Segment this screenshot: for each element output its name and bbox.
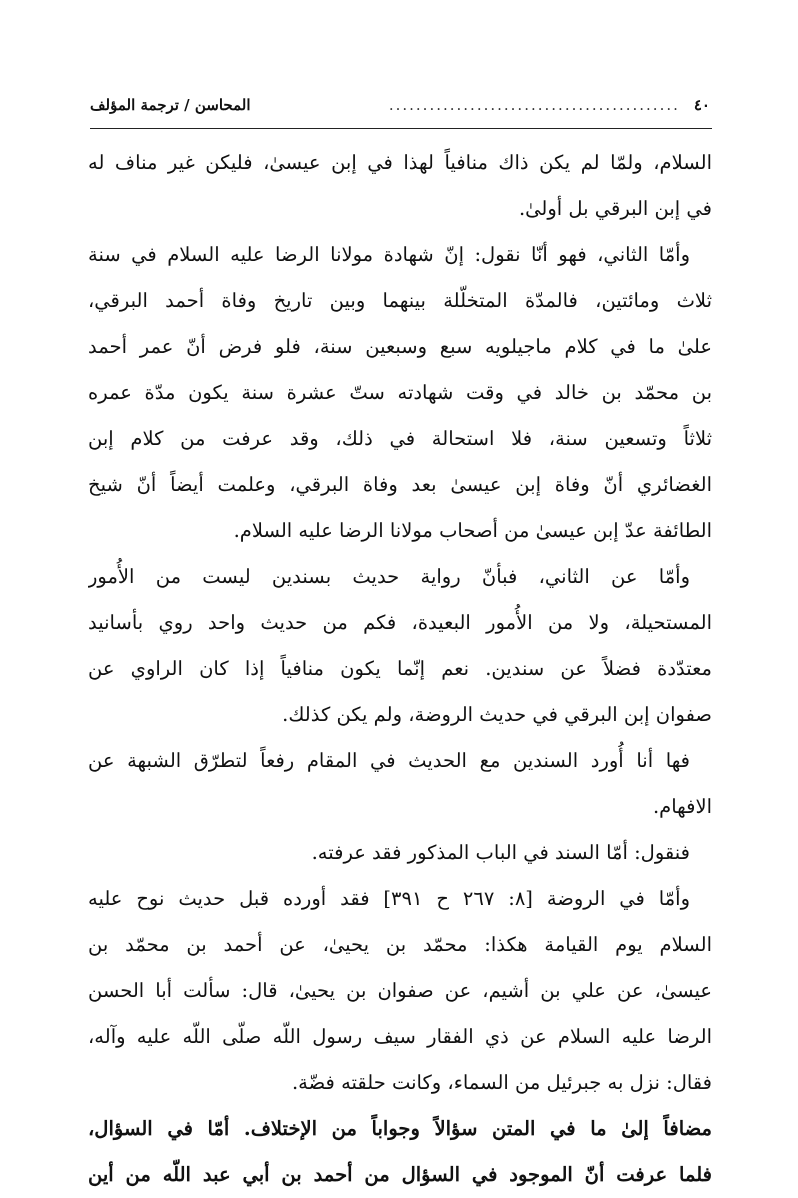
text-line: ثلاث ومائتين، فالمدّة المتخلّلة بينهما وبين تاريخ وفاة أحمد البرقي، — [88, 289, 712, 312]
text-line: وأمّا الثاني، فهو أنّا نقول: إنّ شهادة مولانا الرضا عليه السلام في سنة — [88, 243, 690, 266]
text-line: بن محمّد بن خالد في وقت شهادته ستّ عشرة سنة يكون مدّة عمره — [88, 381, 712, 404]
text-line: الافهام. — [652, 795, 712, 818]
text-line: في إبن البرقي بل أولىٰ. — [518, 197, 712, 220]
text-line: فلما عرفت أنّ الموجود في السؤال من أحمد بن أبي عبد اللّه من أين — [88, 1163, 712, 1186]
text-line: معتدّدة فضلاً عن سندين. نعم إنّما يكون منافياً إذا كان الراوي عن — [88, 657, 712, 680]
header-divider — [90, 128, 712, 129]
text-line: فقال: نزل به جبرئيل من السماء، وكانت حلقته فضّة. — [291, 1071, 712, 1094]
text-line: وأمّا في الروضة [٨: ٢٦٧ ح ٣٩١] فقد أورده قبل حديث نوح عليه — [88, 887, 690, 910]
page-number: ٤٠ — [693, 96, 710, 114]
body-text — [88, 140, 712, 1198]
text-line: صفوان إبن البرقي في حديث الروضة، ولم يكن كذلك. — [282, 703, 712, 726]
text-line: علىٰ ما في كلام ماجيلويه سبع وسبعين سنة، فلو فرض أنّ عمر أحمد — [88, 335, 712, 358]
text-line: وأمّا عن الثاني، فبأنّ رواية حديث بسندين ليست من الأُمور — [88, 565, 690, 588]
text-line: السلام، ولمّا لم يكن ذاك منافياً لهذا في إبن عيسىٰ، فليكن غير مناف له — [88, 151, 712, 174]
running-header — [90, 90, 710, 120]
running-title: المحاسن / ترجمة المؤلف — [90, 96, 251, 114]
text-line: المستحيلة، ولا من الأُمور البعيدة، فكم من حديث واحد روي بأسانيد — [88, 611, 712, 634]
text-line: عيسىٰ، عن علي بن أشيم، عن صفوان بن يحيىٰ، قال: سألت أبا الحسن — [88, 979, 712, 1002]
dot-leader: ........................................... — [388, 96, 680, 114]
text-line: مضافاً إلىٰ ما في المتن سؤالاً وجواباً من الإختلاف. أمّا في السؤال، — [88, 1117, 712, 1140]
text-line: الرضا عليه السلام عن ذي الفقار سيف رسول اللّه صلّى اللّه عليه وآله، — [88, 1025, 712, 1048]
text-line: ثلاثاً وتسعين سنة، فلا استحالة في ذلك، وقد عرفت من كلام إبن — [88, 427, 712, 450]
text-line: الغضائري أنّ وفاة إبن عيسىٰ بعد وفاة البرقي، وعلمت أيضاً أنّ شيخ — [88, 473, 712, 496]
text-line: فنقول: أمّا السند في الباب المذكور فقد عرفته. — [311, 841, 690, 864]
text-line: السلام يوم القيامة هكذا: محمّد بن يحيىٰ، عن أحمد بن محمّد بن — [88, 933, 712, 956]
text-line: الطائفة عدّ إبن عيسىٰ من أصحاب مولانا الرضا عليه السلام. — [233, 519, 712, 542]
text-line: فها أنا أُورد السندين مع الحديث في المقام رفعاً لتطرّق الشبهة عن — [88, 749, 690, 772]
